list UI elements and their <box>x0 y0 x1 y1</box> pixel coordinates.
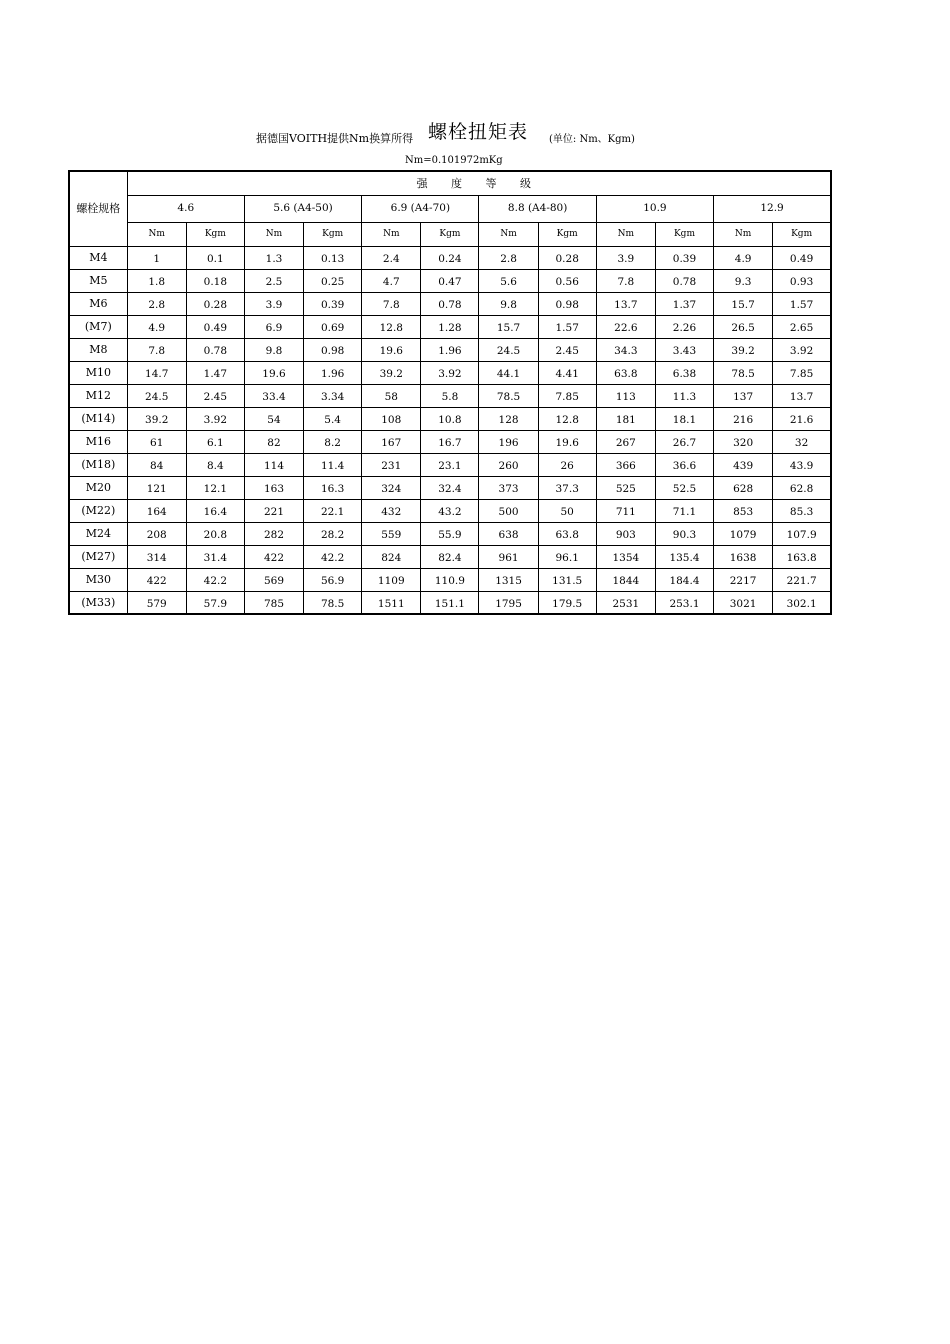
torque-kgm-cell: 0.47 <box>421 269 479 292</box>
torque-nm-cell: 320 <box>714 430 773 453</box>
torque-kgm-cell: 1.96 <box>421 338 479 361</box>
torque-nm-cell: 282 <box>244 522 303 545</box>
bolt-spec-cell: M12 <box>69 384 127 407</box>
torque-kgm-cell: 36.6 <box>655 453 713 476</box>
unit-nm-header: Nm <box>596 222 655 246</box>
torque-nm-cell: 628 <box>714 476 773 499</box>
grade-header: 10.9 <box>596 195 713 222</box>
torque-kgm-cell: 110.9 <box>421 568 479 591</box>
torque-nm-cell: 1354 <box>596 545 655 568</box>
unit-kgm-header: Kgm <box>538 222 596 246</box>
torque-kgm-cell: 0.1 <box>186 246 244 269</box>
torque-nm-cell: 267 <box>596 430 655 453</box>
torque-kgm-cell: 6.38 <box>655 361 713 384</box>
torque-nm-cell: 2.8 <box>127 292 186 315</box>
unit-kgm-header: Kgm <box>421 222 479 246</box>
bolt-spec-cell: (M7) <box>69 315 127 338</box>
torque-kgm-cell: 37.3 <box>538 476 596 499</box>
torque-kgm-cell: 184.4 <box>655 568 713 591</box>
torque-nm-cell: 34.3 <box>596 338 655 361</box>
torque-nm-cell: 24.5 <box>479 338 538 361</box>
table-row <box>69 338 831 361</box>
torque-nm-cell: 7.8 <box>362 292 421 315</box>
torque-nm-cell: 3.9 <box>596 246 655 269</box>
torque-kgm-cell: 32.4 <box>421 476 479 499</box>
torque-nm-cell: 78.5 <box>714 361 773 384</box>
torque-kgm-cell: 11.4 <box>304 453 362 476</box>
torque-kgm-cell: 10.8 <box>421 407 479 430</box>
torque-nm-cell: 439 <box>714 453 773 476</box>
grade-row <box>69 195 831 222</box>
torque-nm-cell: 63.8 <box>596 361 655 384</box>
torque-kgm-cell: 0.39 <box>655 246 713 269</box>
table-row <box>69 591 831 614</box>
torque-nm-cell: 961 <box>479 545 538 568</box>
torque-kgm-cell: 0.78 <box>186 338 244 361</box>
torque-nm-cell: 9.8 <box>479 292 538 315</box>
torque-kgm-cell: 3.92 <box>773 338 831 361</box>
torque-nm-cell: 5.6 <box>479 269 538 292</box>
torque-kgm-cell: 107.9 <box>773 522 831 545</box>
table-row <box>69 407 831 430</box>
torque-kgm-cell: 31.4 <box>186 545 244 568</box>
torque-kgm-cell: 22.1 <box>304 499 362 522</box>
torque-kgm-cell: 57.9 <box>186 591 244 614</box>
torque-kgm-cell: 131.5 <box>538 568 596 591</box>
torque-kgm-cell: 163.8 <box>773 545 831 568</box>
torque-nm-cell: 19.6 <box>362 338 421 361</box>
torque-nm-cell: 903 <box>596 522 655 545</box>
torque-nm-cell: 13.7 <box>596 292 655 315</box>
unit-note: (单位: Nm、Kgm) <box>549 134 635 145</box>
torque-kgm-cell: 2.65 <box>773 315 831 338</box>
torque-kgm-cell: 20.8 <box>186 522 244 545</box>
torque-kgm-cell: 0.39 <box>304 292 362 315</box>
torque-kgm-cell: 0.18 <box>186 269 244 292</box>
torque-nm-cell: 121 <box>127 476 186 499</box>
torque-kgm-cell: 63.8 <box>538 522 596 545</box>
torque-nm-cell: 422 <box>127 568 186 591</box>
torque-nm-cell: 1 <box>127 246 186 269</box>
torque-kgm-cell: 3.34 <box>304 384 362 407</box>
torque-nm-cell: 4.9 <box>714 246 773 269</box>
torque-kgm-cell: 0.49 <box>773 246 831 269</box>
torque-nm-cell: 373 <box>479 476 538 499</box>
torque-kgm-cell: 135.4 <box>655 545 713 568</box>
torque-kgm-cell: 0.28 <box>186 292 244 315</box>
torque-nm-cell: 1795 <box>479 591 538 614</box>
torque-nm-cell: 9.3 <box>714 269 773 292</box>
torque-kgm-cell: 1.96 <box>304 361 362 384</box>
torque-kgm-cell: 90.3 <box>655 522 713 545</box>
torque-kgm-cell: 12.1 <box>186 476 244 499</box>
torque-kgm-cell: 2.45 <box>186 384 244 407</box>
torque-kgm-cell: 16.3 <box>304 476 362 499</box>
torque-nm-cell: 1109 <box>362 568 421 591</box>
table-row <box>69 568 831 591</box>
torque-nm-cell: 137 <box>714 384 773 407</box>
torque-kgm-cell: 221.7 <box>773 568 831 591</box>
bolt-spec-cell: M10 <box>69 361 127 384</box>
torque-kgm-cell: 0.24 <box>421 246 479 269</box>
torque-nm-cell: 711 <box>596 499 655 522</box>
torque-nm-cell: 221 <box>244 499 303 522</box>
torque-kgm-cell: 2.26 <box>655 315 713 338</box>
torque-nm-cell: 2.4 <box>362 246 421 269</box>
bolt-spec-cell: M30 <box>69 568 127 591</box>
torque-nm-cell: 1079 <box>714 522 773 545</box>
torque-kgm-cell: 8.4 <box>186 453 244 476</box>
torque-nm-cell: 569 <box>244 568 303 591</box>
torque-nm-cell: 108 <box>362 407 421 430</box>
torque-kgm-cell: 42.2 <box>186 568 244 591</box>
torque-kgm-cell: 0.28 <box>538 246 596 269</box>
torque-kgm-cell: 0.25 <box>304 269 362 292</box>
torque-nm-cell: 9.8 <box>244 338 303 361</box>
conversion-note: Nm=0.101972mKg <box>405 155 503 166</box>
torque-nm-cell: 15.7 <box>714 292 773 315</box>
torque-nm-cell: 181 <box>596 407 655 430</box>
torque-nm-cell: 113 <box>596 384 655 407</box>
torque-nm-cell: 366 <box>596 453 655 476</box>
torque-kgm-cell: 5.8 <box>421 384 479 407</box>
unit-nm-header: Nm <box>714 222 773 246</box>
torque-nm-cell: 12.8 <box>362 315 421 338</box>
torque-nm-cell: 208 <box>127 522 186 545</box>
grade-title-row <box>69 171 831 195</box>
torque-nm-cell: 2.8 <box>479 246 538 269</box>
torque-nm-cell: 19.6 <box>244 361 303 384</box>
torque-kgm-cell: 26.7 <box>655 430 713 453</box>
torque-nm-cell: 1.3 <box>244 246 303 269</box>
unit-nm-header: Nm <box>127 222 186 246</box>
torque-kgm-cell: 6.1 <box>186 430 244 453</box>
torque-kgm-cell: 1.28 <box>421 315 479 338</box>
bolt-spec-cell: (M14) <box>69 407 127 430</box>
torque-nm-cell: 785 <box>244 591 303 614</box>
torque-nm-cell: 2531 <box>596 591 655 614</box>
torque-nm-cell: 324 <box>362 476 421 499</box>
torque-kgm-cell: 52.5 <box>655 476 713 499</box>
torque-kgm-cell: 11.3 <box>655 384 713 407</box>
torque-kgm-cell: 8.2 <box>304 430 362 453</box>
torque-nm-cell: 4.9 <box>127 315 186 338</box>
bolt-spec-cell: (M18) <box>69 453 127 476</box>
bolt-spec-cell: (M33) <box>69 591 127 614</box>
torque-kgm-cell: 4.41 <box>538 361 596 384</box>
torque-nm-cell: 3.9 <box>244 292 303 315</box>
torque-nm-cell: 164 <box>127 499 186 522</box>
torque-nm-cell: 39.2 <box>714 338 773 361</box>
bolt-spec-cell: M16 <box>69 430 127 453</box>
grade-header: 6.9 (A4-70) <box>362 195 479 222</box>
torque-nm-cell: 14.7 <box>127 361 186 384</box>
torque-nm-cell: 432 <box>362 499 421 522</box>
torque-kgm-cell: 96.1 <box>538 545 596 568</box>
bolt-spec-cell: M8 <box>69 338 127 361</box>
torque-nm-cell: 500 <box>479 499 538 522</box>
torque-nm-cell: 15.7 <box>479 315 538 338</box>
torque-kgm-cell: 1.37 <box>655 292 713 315</box>
torque-kgm-cell: 13.7 <box>773 384 831 407</box>
torque-kgm-cell: 3.92 <box>421 361 479 384</box>
bolt-spec-cell: M6 <box>69 292 127 315</box>
unit-kgm-header: Kgm <box>186 222 244 246</box>
bolt-spec-cell: M4 <box>69 246 127 269</box>
torque-nm-cell: 4.7 <box>362 269 421 292</box>
torque-kgm-cell: 18.1 <box>655 407 713 430</box>
torque-nm-cell: 853 <box>714 499 773 522</box>
torque-kgm-cell: 26 <box>538 453 596 476</box>
torque-kgm-cell: 151.1 <box>421 591 479 614</box>
torque-kgm-cell: 7.85 <box>538 384 596 407</box>
grade-header: 4.6 <box>127 195 244 222</box>
torque-kgm-cell: 253.1 <box>655 591 713 614</box>
torque-kgm-cell: 55.9 <box>421 522 479 545</box>
torque-kgm-cell: 23.1 <box>421 453 479 476</box>
torque-kgm-cell: 56.9 <box>304 568 362 591</box>
torque-nm-cell: 163 <box>244 476 303 499</box>
torque-nm-cell: 1844 <box>596 568 655 591</box>
torque-nm-cell: 84 <box>127 453 186 476</box>
torque-kgm-cell: 0.13 <box>304 246 362 269</box>
torque-nm-cell: 26.5 <box>714 315 773 338</box>
torque-kgm-cell: 32 <box>773 430 831 453</box>
torque-nm-cell: 1.8 <box>127 269 186 292</box>
unit-kgm-header: Kgm <box>304 222 362 246</box>
torque-kgm-cell: 82.4 <box>421 545 479 568</box>
torque-nm-cell: 7.8 <box>127 338 186 361</box>
unit-kgm-header: Kgm <box>655 222 713 246</box>
torque-nm-cell: 114 <box>244 453 303 476</box>
torque-kgm-cell: 42.2 <box>304 545 362 568</box>
torque-nm-cell: 78.5 <box>479 384 538 407</box>
torque-nm-cell: 22.6 <box>596 315 655 338</box>
torque-kgm-cell: 43.2 <box>421 499 479 522</box>
torque-kgm-cell: 0.78 <box>655 269 713 292</box>
torque-nm-cell: 82 <box>244 430 303 453</box>
torque-kgm-cell: 78.5 <box>304 591 362 614</box>
torque-nm-cell: 1511 <box>362 591 421 614</box>
torque-kgm-cell: 1.57 <box>538 315 596 338</box>
table-row <box>69 522 831 545</box>
unit-kgm-header: Kgm <box>773 222 831 246</box>
torque-nm-cell: 54 <box>244 407 303 430</box>
torque-kgm-cell: 19.6 <box>538 430 596 453</box>
torque-table <box>68 170 832 615</box>
bolt-spec-cell: (M22) <box>69 499 127 522</box>
torque-kgm-cell: 1.47 <box>186 361 244 384</box>
torque-kgm-cell: 3.43 <box>655 338 713 361</box>
torque-kgm-cell: 16.7 <box>421 430 479 453</box>
torque-kgm-cell: 16.4 <box>186 499 244 522</box>
torque-nm-cell: 824 <box>362 545 421 568</box>
torque-kgm-cell: 0.56 <box>538 269 596 292</box>
torque-kgm-cell: 0.78 <box>421 292 479 315</box>
torque-kgm-cell: 302.1 <box>773 591 831 614</box>
torque-kgm-cell: 62.8 <box>773 476 831 499</box>
unit-nm-header: Nm <box>362 222 421 246</box>
torque-nm-cell: 33.4 <box>244 384 303 407</box>
torque-nm-cell: 559 <box>362 522 421 545</box>
torque-nm-cell: 1638 <box>714 545 773 568</box>
torque-kgm-cell: 43.9 <box>773 453 831 476</box>
torque-kgm-cell: 0.98 <box>304 338 362 361</box>
grade-header: 5.6 (A4-50) <box>244 195 361 222</box>
torque-nm-cell: 128 <box>479 407 538 430</box>
page-title: 螺栓扭矩表 <box>428 121 529 143</box>
unit-nm-header: Nm <box>479 222 538 246</box>
torque-kgm-cell: 85.3 <box>773 499 831 522</box>
unit-row <box>69 222 831 246</box>
torque-nm-cell: 39.2 <box>127 407 186 430</box>
torque-nm-cell: 314 <box>127 545 186 568</box>
table-row <box>69 361 831 384</box>
torque-kgm-cell: 0.93 <box>773 269 831 292</box>
grade-header: 8.8 (A4-80) <box>479 195 596 222</box>
torque-nm-cell: 3021 <box>714 591 773 614</box>
torque-nm-cell: 525 <box>596 476 655 499</box>
torque-kgm-cell: 12.8 <box>538 407 596 430</box>
grade-title: 强 度 等 级 <box>127 171 831 195</box>
bolt-spec-cell: M20 <box>69 476 127 499</box>
torque-nm-cell: 44.1 <box>479 361 538 384</box>
table-row <box>69 384 831 407</box>
torque-kgm-cell: 28.2 <box>304 522 362 545</box>
table-row <box>69 499 831 522</box>
source-note: 据德国VOITH提供Nm换算所得 <box>256 132 414 145</box>
torque-nm-cell: 2217 <box>714 568 773 591</box>
grade-header: 12.9 <box>714 195 831 222</box>
torque-kgm-cell: 0.69 <box>304 315 362 338</box>
torque-nm-cell: 1315 <box>479 568 538 591</box>
torque-kgm-cell: 3.92 <box>186 407 244 430</box>
table-row <box>69 315 831 338</box>
table-row <box>69 476 831 499</box>
torque-nm-cell: 61 <box>127 430 186 453</box>
torque-kgm-cell: 21.6 <box>773 407 831 430</box>
torque-nm-cell: 216 <box>714 407 773 430</box>
table-row <box>69 246 831 269</box>
torque-kgm-cell: 71.1 <box>655 499 713 522</box>
torque-kgm-cell: 50 <box>538 499 596 522</box>
bolt-spec-cell: M5 <box>69 269 127 292</box>
table-row <box>69 269 831 292</box>
torque-kgm-cell: 0.98 <box>538 292 596 315</box>
torque-kgm-cell: 2.45 <box>538 338 596 361</box>
torque-nm-cell: 2.5 <box>244 269 303 292</box>
torque-nm-cell: 24.5 <box>127 384 186 407</box>
torque-nm-cell: 6.9 <box>244 315 303 338</box>
torque-nm-cell: 260 <box>479 453 538 476</box>
torque-nm-cell: 58 <box>362 384 421 407</box>
spec-header: 螺栓规格 <box>69 171 127 246</box>
torque-kgm-cell: 7.85 <box>773 361 831 384</box>
torque-kgm-cell: 179.5 <box>538 591 596 614</box>
torque-nm-cell: 231 <box>362 453 421 476</box>
torque-nm-cell: 7.8 <box>596 269 655 292</box>
torque-kgm-cell: 5.4 <box>304 407 362 430</box>
bolt-spec-cell: (M27) <box>69 545 127 568</box>
torque-nm-cell: 39.2 <box>362 361 421 384</box>
torque-nm-cell: 579 <box>127 591 186 614</box>
table-row <box>69 545 831 568</box>
table-row <box>69 292 831 315</box>
table-row <box>69 453 831 476</box>
torque-nm-cell: 167 <box>362 430 421 453</box>
torque-nm-cell: 638 <box>479 522 538 545</box>
unit-nm-header: Nm <box>244 222 303 246</box>
bolt-spec-cell: M24 <box>69 522 127 545</box>
torque-kgm-cell: 0.49 <box>186 315 244 338</box>
torque-nm-cell: 422 <box>244 545 303 568</box>
torque-nm-cell: 196 <box>479 430 538 453</box>
table-row <box>69 430 831 453</box>
torque-kgm-cell: 1.57 <box>773 292 831 315</box>
